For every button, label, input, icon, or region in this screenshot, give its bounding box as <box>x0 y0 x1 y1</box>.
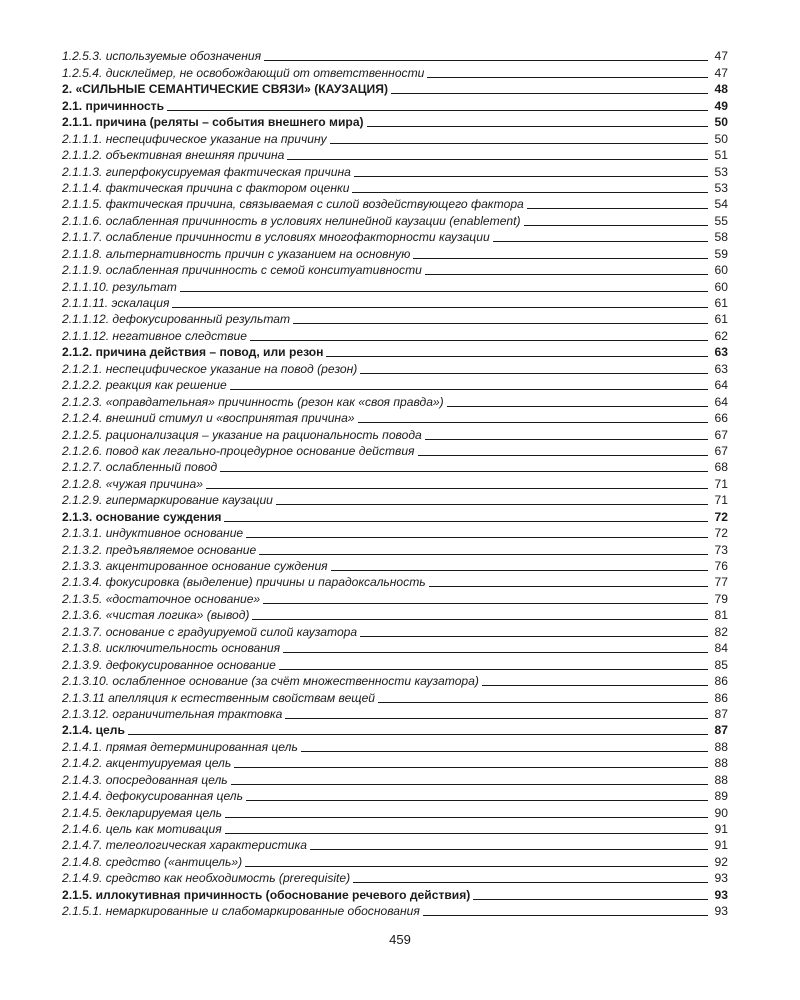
toc-entry[interactable] <box>62 755 728 771</box>
toc-leader-line <box>224 521 708 522</box>
toc-entry[interactable] <box>62 196 728 212</box>
toc-leader-line <box>367 126 708 127</box>
toc-entry-page: 51 <box>714 148 728 163</box>
toc-leader-line <box>293 323 708 324</box>
toc-leader-line <box>264 60 708 61</box>
toc-leader-line <box>128 734 708 735</box>
toc-entry-page: 86 <box>714 690 728 705</box>
toc-leader-line <box>220 471 708 472</box>
toc-entry[interactable] <box>62 656 728 672</box>
toc-entry-page: 84 <box>714 641 728 656</box>
toc-entry[interactable] <box>62 377 728 393</box>
toc-entry-title: 1.2.5.3. используемые обозначения <box>62 49 262 64</box>
toc-leader-line <box>482 685 708 686</box>
toc-leader-line <box>225 817 708 818</box>
toc-entry-page: 88 <box>714 756 728 771</box>
toc-leader-line <box>231 784 708 785</box>
toc-entry-page: 50 <box>714 131 728 146</box>
toc-entry-page: 93 <box>714 871 728 886</box>
toc-entry[interactable] <box>62 475 728 491</box>
toc-entry[interactable] <box>62 410 728 426</box>
toc-entry-title: 2.1.5. иллокутивная причинность (обоснование речевого действия) <box>62 887 471 902</box>
toc-entry[interactable] <box>62 229 728 245</box>
toc-entry[interactable] <box>62 574 728 590</box>
toc-leader-line <box>352 192 708 193</box>
toc-entry[interactable] <box>62 180 728 196</box>
toc-entry[interactable] <box>62 212 728 228</box>
toc-entry-title: 2.1.2.2. реакция как решение <box>62 378 227 393</box>
toc-entry[interactable] <box>62 114 728 130</box>
toc-entry[interactable] <box>62 837 728 853</box>
toc-entry-title: 2.1.4.8. средство («антицель») <box>62 854 243 869</box>
toc-leader-line <box>263 603 708 604</box>
toc-entry-page: 85 <box>714 657 728 672</box>
toc-entry[interactable] <box>62 903 728 919</box>
toc-entry-page: 73 <box>714 542 728 557</box>
toc-leader-line <box>427 77 708 78</box>
toc-entry-page: 50 <box>714 115 728 130</box>
toc-leader-line <box>473 899 708 900</box>
toc-entry[interactable] <box>62 771 728 787</box>
toc-entry-page: 47 <box>714 65 728 80</box>
toc-leader-line <box>413 258 708 259</box>
toc-entry-title: 2.1.3.4. фокусировка (выделение) причины и парадоксальность <box>62 575 426 590</box>
toc-entry[interactable] <box>62 311 728 327</box>
toc-entry[interactable] <box>62 48 728 64</box>
toc-entry-page: 66 <box>714 411 728 426</box>
toc-entry-page: 64 <box>714 378 728 393</box>
toc-entry[interactable] <box>62 689 728 705</box>
toc-leader-line <box>429 586 708 587</box>
toc-entry[interactable] <box>62 393 728 409</box>
toc-entry[interactable] <box>62 673 728 689</box>
toc-entry-page: 64 <box>714 394 728 409</box>
toc-entry-title: 2.1.2.9. гипермаркирование каузации <box>62 493 273 508</box>
toc-leader-line <box>276 504 708 505</box>
toc-entry-page: 93 <box>714 904 728 919</box>
toc-entry[interactable] <box>62 147 728 163</box>
toc-entry-title: 2.1.4.3. опосредованная цель <box>62 772 228 787</box>
toc-leader-line <box>326 356 708 357</box>
toc-entry-page: 86 <box>714 674 728 689</box>
toc-entry-title: 2.1.1.3. гиперфокусируемая фактическая причина <box>62 164 351 179</box>
toc-entry-title: 2.1.1.6. ослабленная причинность в условиях нелинейной каузации (enablement) <box>62 213 521 228</box>
toc-entry-title: 2.1.4.6. цель как мотивация <box>62 822 222 836</box>
toc-entry-title: 2.1.2.6. повод как легально-процедурное основание действия <box>62 443 415 458</box>
page-number: 459 <box>389 932 411 947</box>
toc-entry-page: 53 <box>714 164 728 179</box>
toc-entry[interactable] <box>62 607 728 623</box>
toc-entry[interactable] <box>62 163 728 179</box>
toc-entry[interactable] <box>62 508 728 524</box>
toc-leader-line <box>206 488 708 489</box>
toc-entry-title: 2.1.4.9. средство как необходимость (prerequisite) <box>62 871 351 886</box>
toc-leader-line <box>246 537 708 538</box>
toc-entry-page: 72 <box>714 526 728 541</box>
toc-entry-title: 2.1.4.2. акцентуируемая цель <box>62 756 232 771</box>
toc-entry[interactable] <box>62 541 728 557</box>
toc-entry[interactable] <box>62 262 728 278</box>
toc-entry-title: 2.1.2.3. «оправдательная» причинность (резон как «своя правда») <box>62 394 444 409</box>
toc-entry[interactable] <box>62 706 728 722</box>
toc-entry-title: 2.1.2.1. неспецифическое указание на повод (резон) <box>62 361 358 376</box>
toc-entry-page: 47 <box>714 49 728 64</box>
toc-entry-title: 2.1.1.8. альтернативность причин с указанием на основную <box>62 246 411 261</box>
toc-entry-page: 61 <box>714 312 728 327</box>
toc-leader-line <box>425 274 708 275</box>
toc-leader-line <box>234 767 708 768</box>
toc-entry[interactable] <box>62 853 728 869</box>
toc-entry[interactable] <box>62 623 728 639</box>
toc-leader-line <box>425 439 708 440</box>
table-of-contents <box>62 48 728 919</box>
toc-leader-line <box>423 915 708 916</box>
toc-entry-page: 67 <box>714 427 728 442</box>
toc-leader-line <box>418 455 708 456</box>
toc-entry[interactable] <box>62 245 728 261</box>
toc-entry-title: 2.1.1.12. дефокусированный результат <box>62 312 291 327</box>
toc-leader-line <box>285 718 708 719</box>
toc-entry-title: 2.1.3.8. исключительность основания <box>62 641 281 656</box>
toc-leader-line <box>354 176 708 177</box>
toc-entry-title: 2.1.3.11 апелляция к естественным свойствам вещей <box>62 690 376 705</box>
toc-entry[interactable] <box>62 327 728 343</box>
toc-leader-line <box>447 406 708 407</box>
toc-entry[interactable] <box>62 295 728 311</box>
toc-entry-page: 71 <box>714 493 728 508</box>
toc-leader-line <box>301 751 708 752</box>
toc-entry-page: 55 <box>714 213 728 228</box>
toc-entry[interactable] <box>62 459 728 475</box>
toc-entry[interactable] <box>62 590 728 606</box>
toc-entry[interactable] <box>62 492 728 508</box>
toc-entry-page: 93 <box>714 887 728 902</box>
toc-entry-page: 54 <box>714 197 728 212</box>
toc-leader-line <box>527 208 708 209</box>
toc-entry-page: 90 <box>714 805 728 820</box>
toc-entry-title: 1.2.5.4. дисклеймер, не освобождающий от ответственности <box>62 65 425 80</box>
toc-entry-page: 89 <box>714 789 728 804</box>
toc-entry-title: 2.1.3.3. акцентированное основание суждения <box>62 559 328 573</box>
toc-entry-title: 2.1.2.5. рационализация – указание на рациональность повода <box>62 427 422 442</box>
toc-entry[interactable] <box>62 443 728 459</box>
toc-entry-page: 76 <box>714 559 728 573</box>
toc-entry-page: 71 <box>714 476 728 491</box>
toc-entry-title: 2.1.1.12. негативное следствие <box>62 328 247 343</box>
toc-leader-line <box>524 225 708 226</box>
toc-entry-page: 62 <box>714 328 728 343</box>
toc-entry-title: 2.1.3.1. индуктивное основание <box>62 526 244 541</box>
toc-entry-page: 67 <box>714 443 728 458</box>
toc-entry-page: 59 <box>714 246 728 261</box>
toc-entry-title: 2.1.1.4. фактическая причина с фактором оценки <box>62 180 350 195</box>
toc-entry-page: 63 <box>714 361 728 376</box>
toc-entry-title: 2.1.1.1. неспецифическое указание на причину <box>62 131 327 146</box>
toc-entry-title: 2.1.2.8. «чужая причина» <box>62 476 203 491</box>
toc-entry-title: 2.1.1.5. фактическая причина, связываемая с силой воздействующего фактора <box>62 197 524 212</box>
toc-leader-line <box>246 800 708 801</box>
toc-entry-page: 79 <box>714 591 728 606</box>
toc-entry-title: 2.1.3.2. предъявляемое основание <box>62 542 257 557</box>
toc-entry-title: 2.1.3.7. основание с градуируемой силой каузатора <box>62 624 358 639</box>
toc-entry-page: 72 <box>714 509 728 524</box>
toc-entry[interactable] <box>62 278 728 294</box>
toc-entry-title: 2.1.4.4. дефокусированная цель <box>62 789 243 804</box>
toc-entry-page: 87 <box>714 706 728 721</box>
toc-entry-title: 2.1. причинность <box>62 98 165 113</box>
toc-entry-title: 2.1.2. причина действия – повод, или резон <box>62 345 324 360</box>
toc-leader-line <box>310 849 708 850</box>
toc-leader-line <box>172 307 708 308</box>
toc-entry-page: 48 <box>714 82 728 97</box>
toc-leader-line <box>353 882 708 883</box>
toc-entry-page: 63 <box>714 345 728 360</box>
toc-entry-page: 81 <box>714 608 728 623</box>
toc-entry-page: 53 <box>714 180 728 195</box>
toc-entry-title: 2.1.1.7. ослабление причинности в условиях многофакторности каузации <box>62 230 490 245</box>
toc-entry-page: 88 <box>714 739 728 754</box>
toc-entry-page: 58 <box>714 230 728 245</box>
toc-entry[interactable] <box>62 64 728 80</box>
toc-entry-title: 2.1.4.1. прямая детерминированная цель <box>62 739 298 754</box>
toc-entry[interactable] <box>62 722 728 738</box>
toc-entry[interactable] <box>62 344 728 360</box>
toc-leader-line <box>180 291 708 292</box>
toc-entry[interactable] <box>62 821 728 837</box>
toc-entry[interactable] <box>62 426 728 442</box>
toc-leader-line <box>360 636 708 637</box>
toc-leader-line <box>259 554 708 555</box>
toc-entry-page: 49 <box>714 98 728 113</box>
toc-entry-title: 2.1.3.5. «достаточное основание» <box>62 591 261 606</box>
toc-leader-line <box>250 340 708 341</box>
toc-entry-title: 2.1.1.9. ослабленная причинность с семой конситуативности <box>62 263 422 278</box>
toc-entry-title: 2.1.4. цель <box>62 723 125 738</box>
toc-entry-page: 91 <box>714 838 728 853</box>
toc-entry[interactable] <box>62 788 728 804</box>
toc-leader-line <box>245 866 708 867</box>
toc-entry[interactable] <box>62 558 728 574</box>
toc-entry-title: 2.1.3.6. «чистая логика» (вывод) <box>62 608 250 623</box>
toc-entry-title: 2.1.2.7. ослабленный повод <box>62 460 218 475</box>
toc-entry[interactable] <box>62 81 728 97</box>
toc-leader-line <box>358 422 708 423</box>
toc-entry[interactable] <box>62 525 728 541</box>
toc-leader-line <box>225 833 708 834</box>
toc-entry-title: 2.1.4.7. телеологическая характеристика <box>62 838 307 853</box>
toc-leader-line <box>378 702 708 703</box>
toc-entry-page: 77 <box>714 575 728 590</box>
toc-leader-line <box>279 669 708 670</box>
toc-leader-line <box>330 143 708 144</box>
toc-entry-title: 2.1.3.10. ослабленное основание (за счёт множественности каузатора) <box>62 674 479 689</box>
toc-entry[interactable] <box>62 97 728 113</box>
toc-leader-line <box>391 93 708 94</box>
toc-entry-page: 61 <box>714 296 728 310</box>
toc-leader-line <box>283 652 708 653</box>
toc-leader-line <box>493 241 708 242</box>
toc-entry-page: 88 <box>714 772 728 787</box>
toc-entry-title: 2.1.4.5. декларируемая цель <box>62 805 223 820</box>
toc-entry[interactable] <box>62 360 728 376</box>
toc-entry-page: 68 <box>714 460 728 475</box>
toc-entry-title: 2.1.1.10. результат <box>62 279 177 294</box>
toc-entry[interactable] <box>62 870 728 886</box>
toc-entry-title: 2.1.1.2. объективная внешняя причина <box>62 148 285 163</box>
toc-entry-page: 92 <box>714 854 728 869</box>
toc-leader-line <box>287 159 708 160</box>
toc-entry-title: 2. «СИЛЬНЫЕ СЕМАНТИЧЕСКИЕ СВЯЗИ» (КАУЗАЦИЯ) <box>62 82 388 97</box>
toc-entry-title: 2.1.1.11. эскалация <box>62 296 170 310</box>
toc-leader-line <box>252 619 708 620</box>
toc-entry-title: 2.1.1. причина (реляты – события внешнего мира) <box>62 115 364 130</box>
toc-entry-page: 82 <box>714 624 728 639</box>
toc-entry[interactable] <box>62 804 728 820</box>
toc-entry-title: 2.1.2.4. внешний стимул и «воспринятая причина» <box>62 411 355 426</box>
toc-entry-title: 2.1.3. основание суждения <box>62 509 222 524</box>
toc-entry-page: 91 <box>714 822 728 836</box>
toc-entry-page: 60 <box>714 263 728 278</box>
toc-leader-line <box>230 389 708 390</box>
toc-entry-title: 2.1.5.1. немаркированные и слабомаркированные обоснования <box>62 904 420 919</box>
toc-leader-line <box>331 570 708 571</box>
toc-entry-title: 2.1.3.9. дефокусированное основание <box>62 657 276 672</box>
toc-entry[interactable] <box>62 640 728 656</box>
toc-entry-page: 87 <box>714 723 728 738</box>
toc-leader-line <box>360 373 708 374</box>
toc-entry[interactable] <box>62 130 728 146</box>
toc-entry[interactable] <box>62 886 728 902</box>
toc-entry-title: 2.1.3.12. ограничительная трактовка <box>62 706 283 721</box>
toc-entry[interactable] <box>62 738 728 754</box>
toc-leader-line <box>167 110 708 111</box>
toc-entry-page: 60 <box>714 279 728 294</box>
